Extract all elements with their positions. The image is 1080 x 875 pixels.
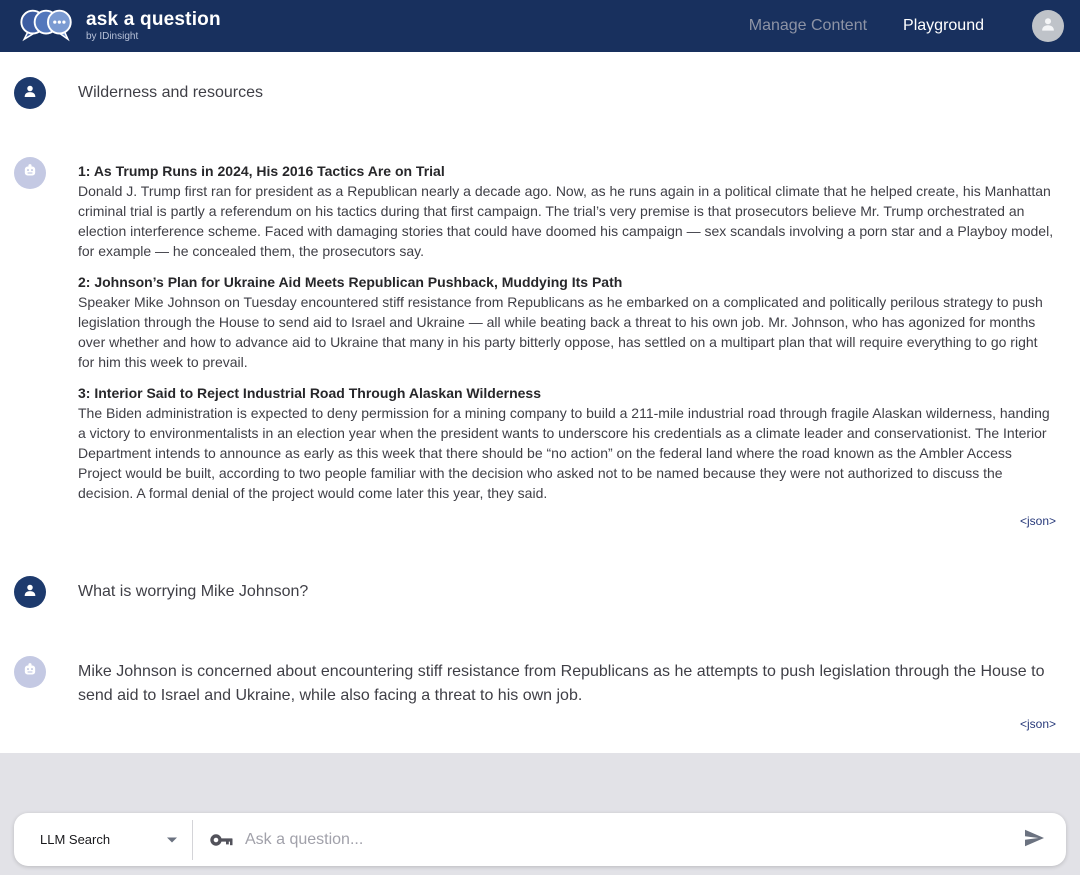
bot-avatar [14,157,46,189]
news-title: 2: Johnson’s Plan for Ukraine Aid Meets Republican Pushback, Muddying Its Path [78,274,623,290]
answer-text: Mike Johnson is concerned about encountering stiff resistance from Republicans as he attempts to push legislation through the House to send aid to Israel and Ukraine, while also facing a threat to his own job. [78,663,1045,704]
robot-icon [19,160,41,187]
news-title: 3: Interior Said to Reject Industrial Road Through Alaskan Wilderness [78,385,541,401]
user-message-text: What is worrying Mike Johnson? [78,583,309,600]
composer-area [0,753,1080,875]
robot-icon [19,659,41,686]
search-mode-label: LLM Search [40,832,111,847]
user-avatar [14,77,46,109]
user-avatar [14,576,46,608]
news-item [78,272,1056,372]
chevron-down-icon [166,831,178,849]
nav-playground[interactable]: Playground [903,17,984,34]
news-item [78,161,1056,261]
news-body: Speaker Mike Johnson on Tuesday encountered stiff resistance from Republicans as he embarked on a complicated and politically perilous strategy to push legislation through the House to send aid to Israel and Ukraine — all while beating back a threat to his own job. Mr. Johnson, who has agonized for months over whether and how to advance aid to Ukraine that many in his party bitterly oppose, has settled on a multipart plan that will require everything to go right for him this week to prevail. [78,294,1043,370]
user-message-text: Wilderness and resources [78,84,263,101]
app-subtitle: by IDinsight [86,31,139,42]
app-header [0,0,1080,52]
bot-message-body [78,656,1056,731]
header-nav [749,10,1064,42]
account-avatar[interactable] [1032,10,1064,42]
json-link[interactable]: <json> [1019,514,1056,528]
user-message-1 [14,77,1056,109]
search-mode-select[interactable] [40,831,178,849]
json-link[interactable]: <json> [1019,717,1056,731]
user-message-2 [14,576,1056,608]
news-body: Donald J. Trump first ran for president as a Republican nearly a decade ago. Now, as he runs again in a political climate that he helped create, his Manhattan criminal trial is partly a referendum on his tactics during that first campaign. The trial’s very premise is that prosecutors believe Mr. Trump orchestrated an election interference scheme. Faced with damaging stories that could have doomed his campaign — sex scandals involving a porn star and a Playboy model, for example — he concealed them, the prosecutors say. [78,183,1054,259]
person-icon [1037,13,1059,40]
send-icon [1022,826,1046,853]
question-input[interactable] [245,831,1020,849]
person-icon [20,580,40,605]
app-title: ask a question [86,9,221,30]
chat-bubbles-logo-icon [18,5,76,48]
news-item [78,383,1056,503]
composer-divider [192,820,193,860]
chat-area [0,52,1080,753]
bot-avatar [14,656,46,688]
bot-message-body [78,157,1056,528]
key-icon [209,829,235,851]
send-button[interactable] [1020,822,1048,857]
person-icon [20,81,40,106]
nav-manage-content[interactable]: Manage Content [748,17,868,34]
bot-message-2 [14,656,1056,731]
news-title: 1: As Trump Runs in 2024, His 2016 Tactics Are on Trial [78,163,445,179]
bot-message-1 [14,157,1056,528]
news-body: The Biden administration is expected to deny permission for a mining company to build a 211-mile industrial road through fragile Alaskan wilderness, handing a victory to environmentalists in an election year when the president wants to underscore his credentials as a climate leader and conservationist. The Interior Department intends to announce as early as this week that there should be “no action” on the federal land where the road known as the Ambler Access Project would be built, according to two people familiar with the decision who asked not to be named because they were not authorized to discuss the decision. A formal denial of the project would come later this year, they said. [78,405,1050,501]
brand [18,5,221,48]
composer-bar [14,813,1066,866]
